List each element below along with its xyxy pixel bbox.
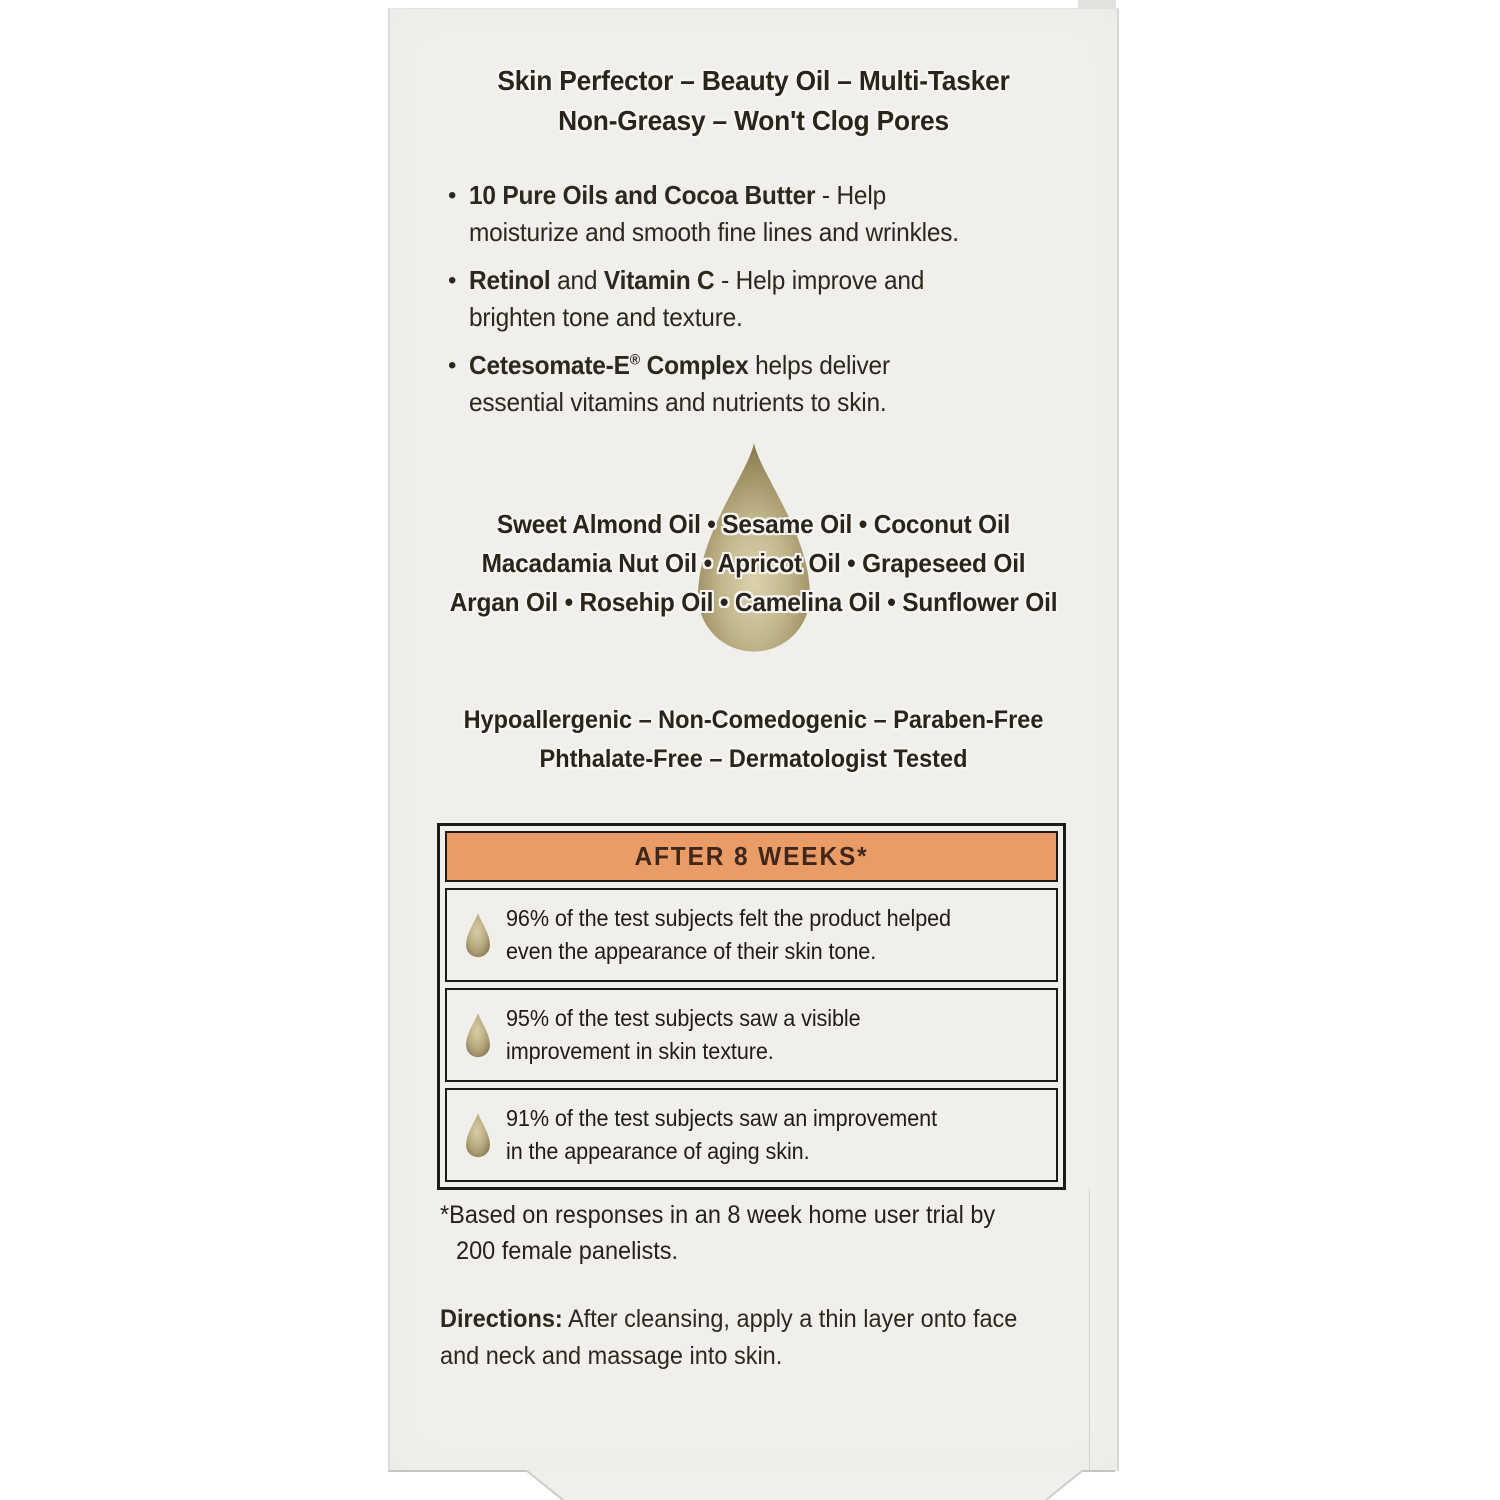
bullet-text: 10 Pure Oils and Cocoa Butter - Help moisturize and smooth fine lines and wrinkles.	[469, 180, 960, 247]
oils-line-3: Argan Oil • Rosehip Oil • Camelina Oil • Sunflower Oil	[449, 587, 1058, 617]
oils-list	[390, 505, 1117, 622]
claims-line-1: Hypoallergenic – Non-Comedogenic – Paraben-Free	[463, 706, 1044, 734]
table-row	[445, 888, 1058, 982]
bullet-dot-icon: •	[448, 352, 457, 379]
benefit-bullet-list	[448, 177, 1110, 432]
table-row	[445, 1088, 1058, 1182]
bullet-text: Retinol and Vitamin C - Help improve and brighten tone and texture.	[469, 265, 925, 332]
directions-line-2: and neck and massage into skin.	[440, 1342, 783, 1370]
oils-line-2: Macadamia Nut Oil • Apricot Oil • Grapeseed Oil	[481, 548, 1026, 578]
results-table	[437, 823, 1066, 1190]
headline-line-1: Skin Perfector – Beauty Oil – Multi-Tasker	[497, 65, 1010, 96]
results-header-label: AFTER 8 WEEKS*	[634, 841, 869, 871]
bullet-pure-oils	[448, 177, 1110, 251]
stat-text: 95% of the test subjects saw a visible improvement in skin texture.	[506, 1005, 861, 1064]
box-crease-line	[1089, 1189, 1090, 1471]
stat-text: 96% of the test subjects felt the product helped even the appearance of their skin tone.	[506, 905, 952, 964]
package-back-panel	[388, 8, 1119, 1471]
bullet-cetesomate	[448, 347, 1110, 421]
directions-line-1: Directions: After cleansing, apply a thin layer onto face	[440, 1305, 1018, 1333]
claims	[390, 701, 1117, 779]
box-bottom-flap	[0, 1470, 1500, 1500]
oils-line-1: Sweet Almond Oil • Sesame Oil • Coconut Oil	[496, 509, 1011, 539]
results-table-header	[445, 831, 1058, 882]
bullet-dot-icon: •	[448, 182, 457, 209]
bullet-text: Cetesomate-E® Complex helps deliver essential vitamins and nutrients to skin.	[469, 350, 891, 417]
oils-section	[390, 439, 1117, 684]
table-row	[445, 988, 1058, 1082]
stat-text: 91% of the test subjects saw an improvement in the appearance of aging skin.	[506, 1105, 937, 1164]
bullet-retinol-vitamin-c	[448, 262, 1110, 336]
headline	[390, 61, 1117, 141]
box-top-edge	[1078, 0, 1116, 9]
footnote-line-1: *Based on responses in an 8 week home user trial by	[440, 1201, 996, 1229]
headline-line-2: Non-Greasy – Won't Clog Pores	[558, 105, 949, 136]
droplet-icon	[463, 1112, 493, 1159]
claims-line-2: Phthalate-Free – Dermatologist Tested	[539, 745, 968, 773]
directions	[440, 1301, 1054, 1375]
droplet-icon	[463, 912, 493, 959]
droplet-icon	[463, 1012, 493, 1059]
bullet-dot-icon: •	[448, 267, 457, 294]
footnote-line-2: 200 female panelists.	[456, 1237, 679, 1265]
footnote	[440, 1197, 1031, 1269]
